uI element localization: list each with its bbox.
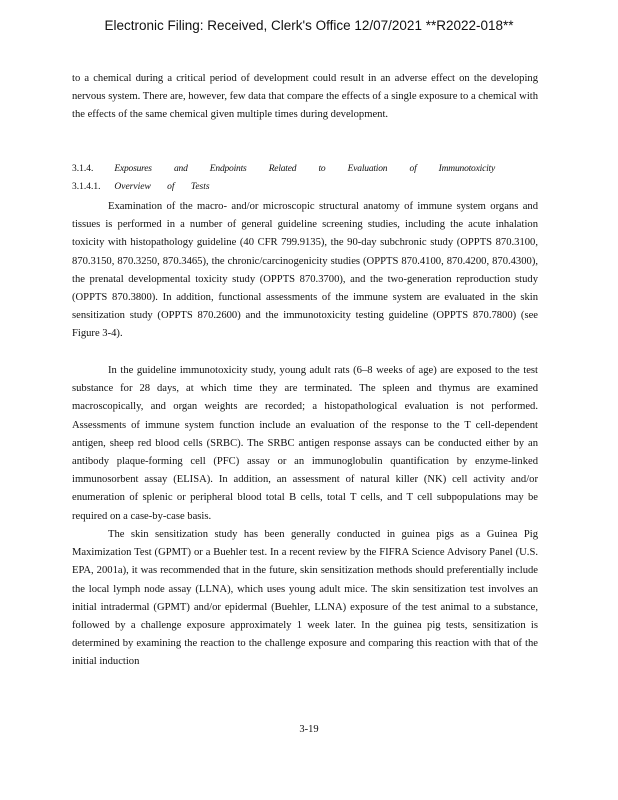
page-number: 3-19 bbox=[299, 724, 319, 735]
section-number: 3.1.4.1. bbox=[72, 182, 101, 192]
paragraph-skin-sensitization: The skin sensitization study has been generally conducted in guinea pigs as a Guinea Pig Maximization Test (GPMT) or a Buehler test. In a recent review by the FIFRA Science Advisory Panel (U.S. EPA, 2001a), it was recommended that in the future, skin sensitization methods should preferentially include the local lymph node assay (LLNA), which uses young adult mice. The skin sensitization test involves an initial intradermal (GPMT) and/or epidermal (Buehler, LLNA) exposure of the test animal to a substance, followed by a challenge exposure approximately 1 week later. In the guinea pig tests, sensitization is determined by examining the reaction to the challenge exposure and comparing this reaction with that of the initial induction bbox=[72, 529, 538, 668]
filing-header: Electronic Filing: Received, Clerk's Office 12/07/2021 **R2022-018** bbox=[104, 18, 514, 33]
section-number: 3.1.4. bbox=[72, 164, 94, 174]
paragraph-immunotoxicity-study: In the guideline immunotoxicity study, young adult rats (6–8 weeks of age) are exposed to the test substance for 28 days, at which time they are terminated. The spleen and thymus are examined macroscopically, and organ weights are recorded; a histopathological evaluation is not performed. Assessments of immune system function include an evaluation of the response to the T cell-dependent antigen, sheep red blood cells (SRBC). The SRBC antigen response assays can be conducted either by an antibody plaque-forming cell (PFC) assay or an immunoglobulin quantification by enzyme-linked immunosorbent assay (ELISA). In addition, an assessment of natural killer (NK) cell activity and/or enumeration of splenic or peripheral blood total B cells, total T cells, and T cell subpopulations may be required on a case-by-case basis. bbox=[72, 365, 538, 522]
paragraph-continuation: to a chemical during a critical period of development could result in an adverse effect on the developing nervous system. There are, however, few data that compare the effects of a single exposure to a chemical with the effects of the same chemical given multiple times during development. bbox=[72, 73, 539, 121]
section-heading-3-1-4 bbox=[72, 164, 495, 174]
paragraph-overview: Examination of the macro- and/or microscopic structural anatomy of immune system organs and tissues is performed in a number of general guideline screening studies, including the acute inhalation toxicity with histopathology guideline (40 CFR 799.9135), the 90-day subchronic study (OPPTS 870.3100, 870.3150, 870.3250, 870.3465), the chronic/carcinogenicity studies (OPPTS 870.4100, 870.4200, 870.4300), the prenatal developmental toxicity study (OPPTS 870.3700), and the two-generation reproduction study (OPPTS 870.3800). In addition, functional assessments of the immune system are evaluated in the skin sensitization study (OPPTS 870.2600) and the immunotoxicity testing guideline (OPPTS 870.7800) (see Figure 3-4). bbox=[72, 201, 538, 340]
section-heading-3-1-4-1 bbox=[72, 182, 210, 192]
section-title: Exposures and Endpoints Related to Evaluation of Immunotoxicity bbox=[114, 164, 495, 174]
section-title: Overview of Tests bbox=[114, 182, 210, 192]
